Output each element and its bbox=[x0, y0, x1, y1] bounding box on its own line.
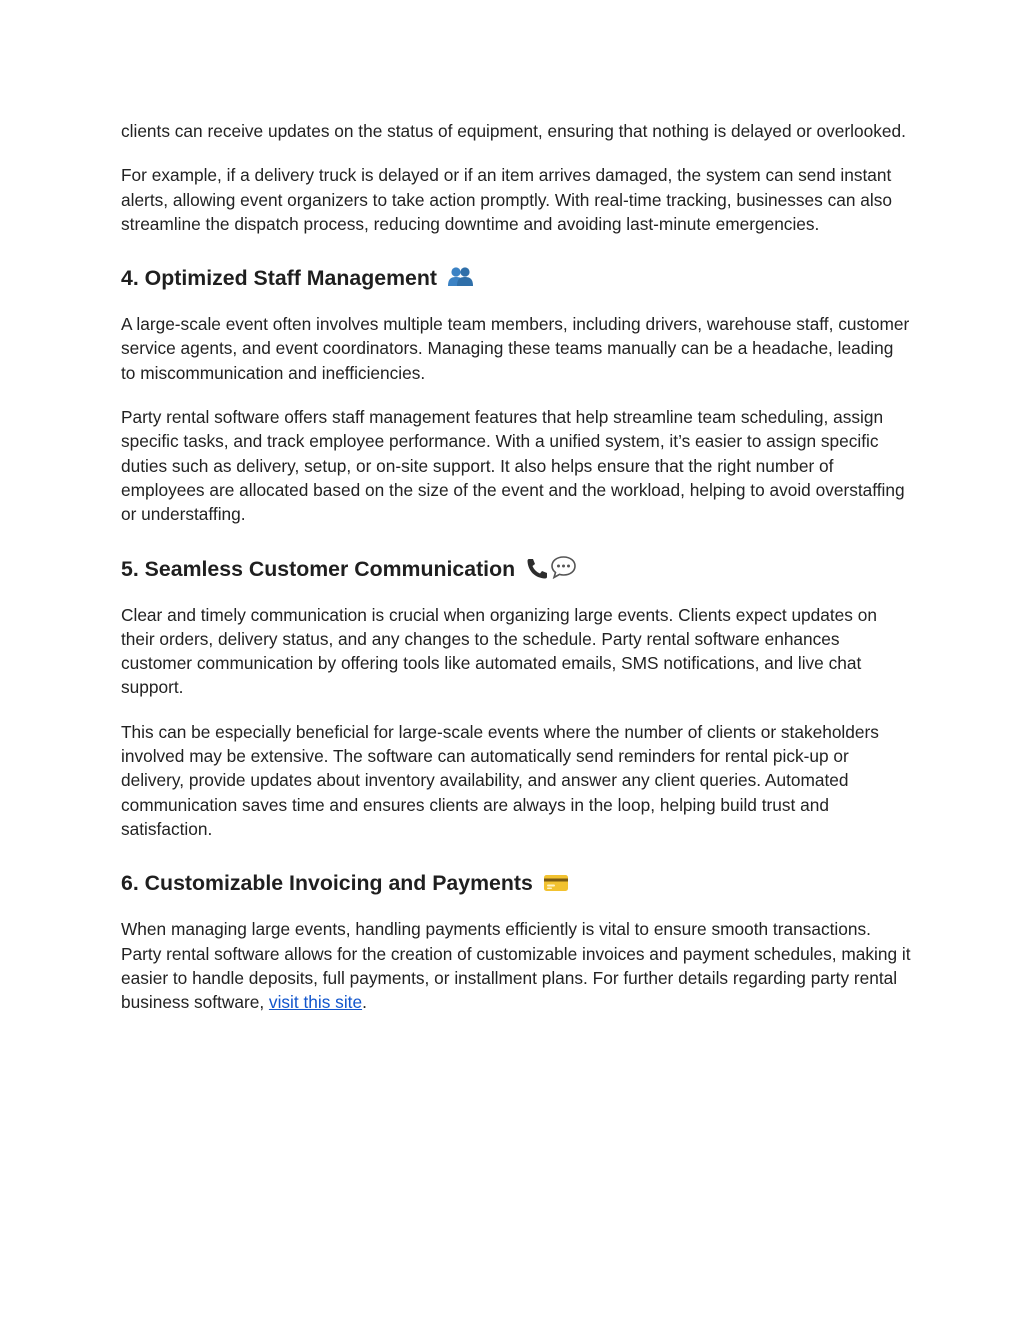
paragraph-payments-end: . bbox=[362, 992, 367, 1013]
heading-text: 6. Customizable Invoicing and Payments bbox=[121, 871, 533, 896]
paragraph-payments-text: When managing large events, handling payments efficiently is vital to ensure smooth transactions. Party rental software allows for the creation of customizable invoices and payment schedules, making it easier to handle deposits, full payments, or installment plans. For further details regarding party rental business software, bbox=[121, 919, 911, 1013]
heading-text: 4. Optimized Staff Management bbox=[121, 266, 437, 291]
paragraph-stakeholders: This can be especially beneficial for large-scale events where the number of clients or stakeholders involved may be extensive. The software can automatically send reminders for rental pick-up or delivery, provide updates about inventory availability, and answer any client queries. Automated communication saves time and ensures clients are always in the loop, helping build trust and satisfaction. bbox=[121, 721, 879, 839]
section-heading-customer-communication bbox=[121, 555, 911, 586]
paragraph-team-members: A large-scale event often involves multiple team members, including drivers, warehouse staff, customer service agents, and event coordinators. Managing these teams manually can be a headache, leading to miscommunication and inefficiencies. bbox=[121, 314, 910, 383]
paragraph-delivery-example: For example, if a delivery truck is delayed or if an item arrives damaged, the system can send instant alerts, allowing event organizers to take action promptly. With real-time tracking, businesses can also streamline the dispatch process, reducing downtime and avoiding last-minute emergencies. bbox=[121, 165, 892, 234]
section-heading-invoicing-payments bbox=[121, 869, 911, 900]
people-icon bbox=[447, 266, 474, 295]
visit-site-link[interactable]: visit this site bbox=[268, 992, 363, 1013]
speech-bubble-icon bbox=[550, 555, 577, 586]
paragraph-equipment-updates: clients can receive updates on the status of equipment, ensuring that nothing is delayed or overlooked. bbox=[121, 121, 906, 141]
phone-icon bbox=[525, 557, 549, 586]
heading-text: 5. Seamless Customer Communication bbox=[121, 556, 516, 581]
document-body bbox=[121, 119, 911, 1014]
paragraph-clear-communication: Clear and timely communication is crucial when organizing large events. Clients expect updates on their orders, delivery status, and any changes to the schedule. Party rental software enhances customer communication by offering tools like automated emails, SMS notifications, and live chat support. bbox=[121, 604, 877, 698]
credit-card-icon bbox=[543, 872, 569, 900]
paragraph-staff-features: Party rental software offers staff management features that help streamline team scheduling, assign specific tasks, and track employee performance. With a unified system, it’s easier to assign specific duties such as delivery, setup, or on-site support. It also helps ensure that the right number of employees are allocated based on the size of the event and the workload, helping to avoid overstaffing or understaffing. bbox=[121, 407, 905, 525]
section-heading-staff-management bbox=[121, 264, 911, 295]
paragraph-payments bbox=[121, 917, 911, 1014]
